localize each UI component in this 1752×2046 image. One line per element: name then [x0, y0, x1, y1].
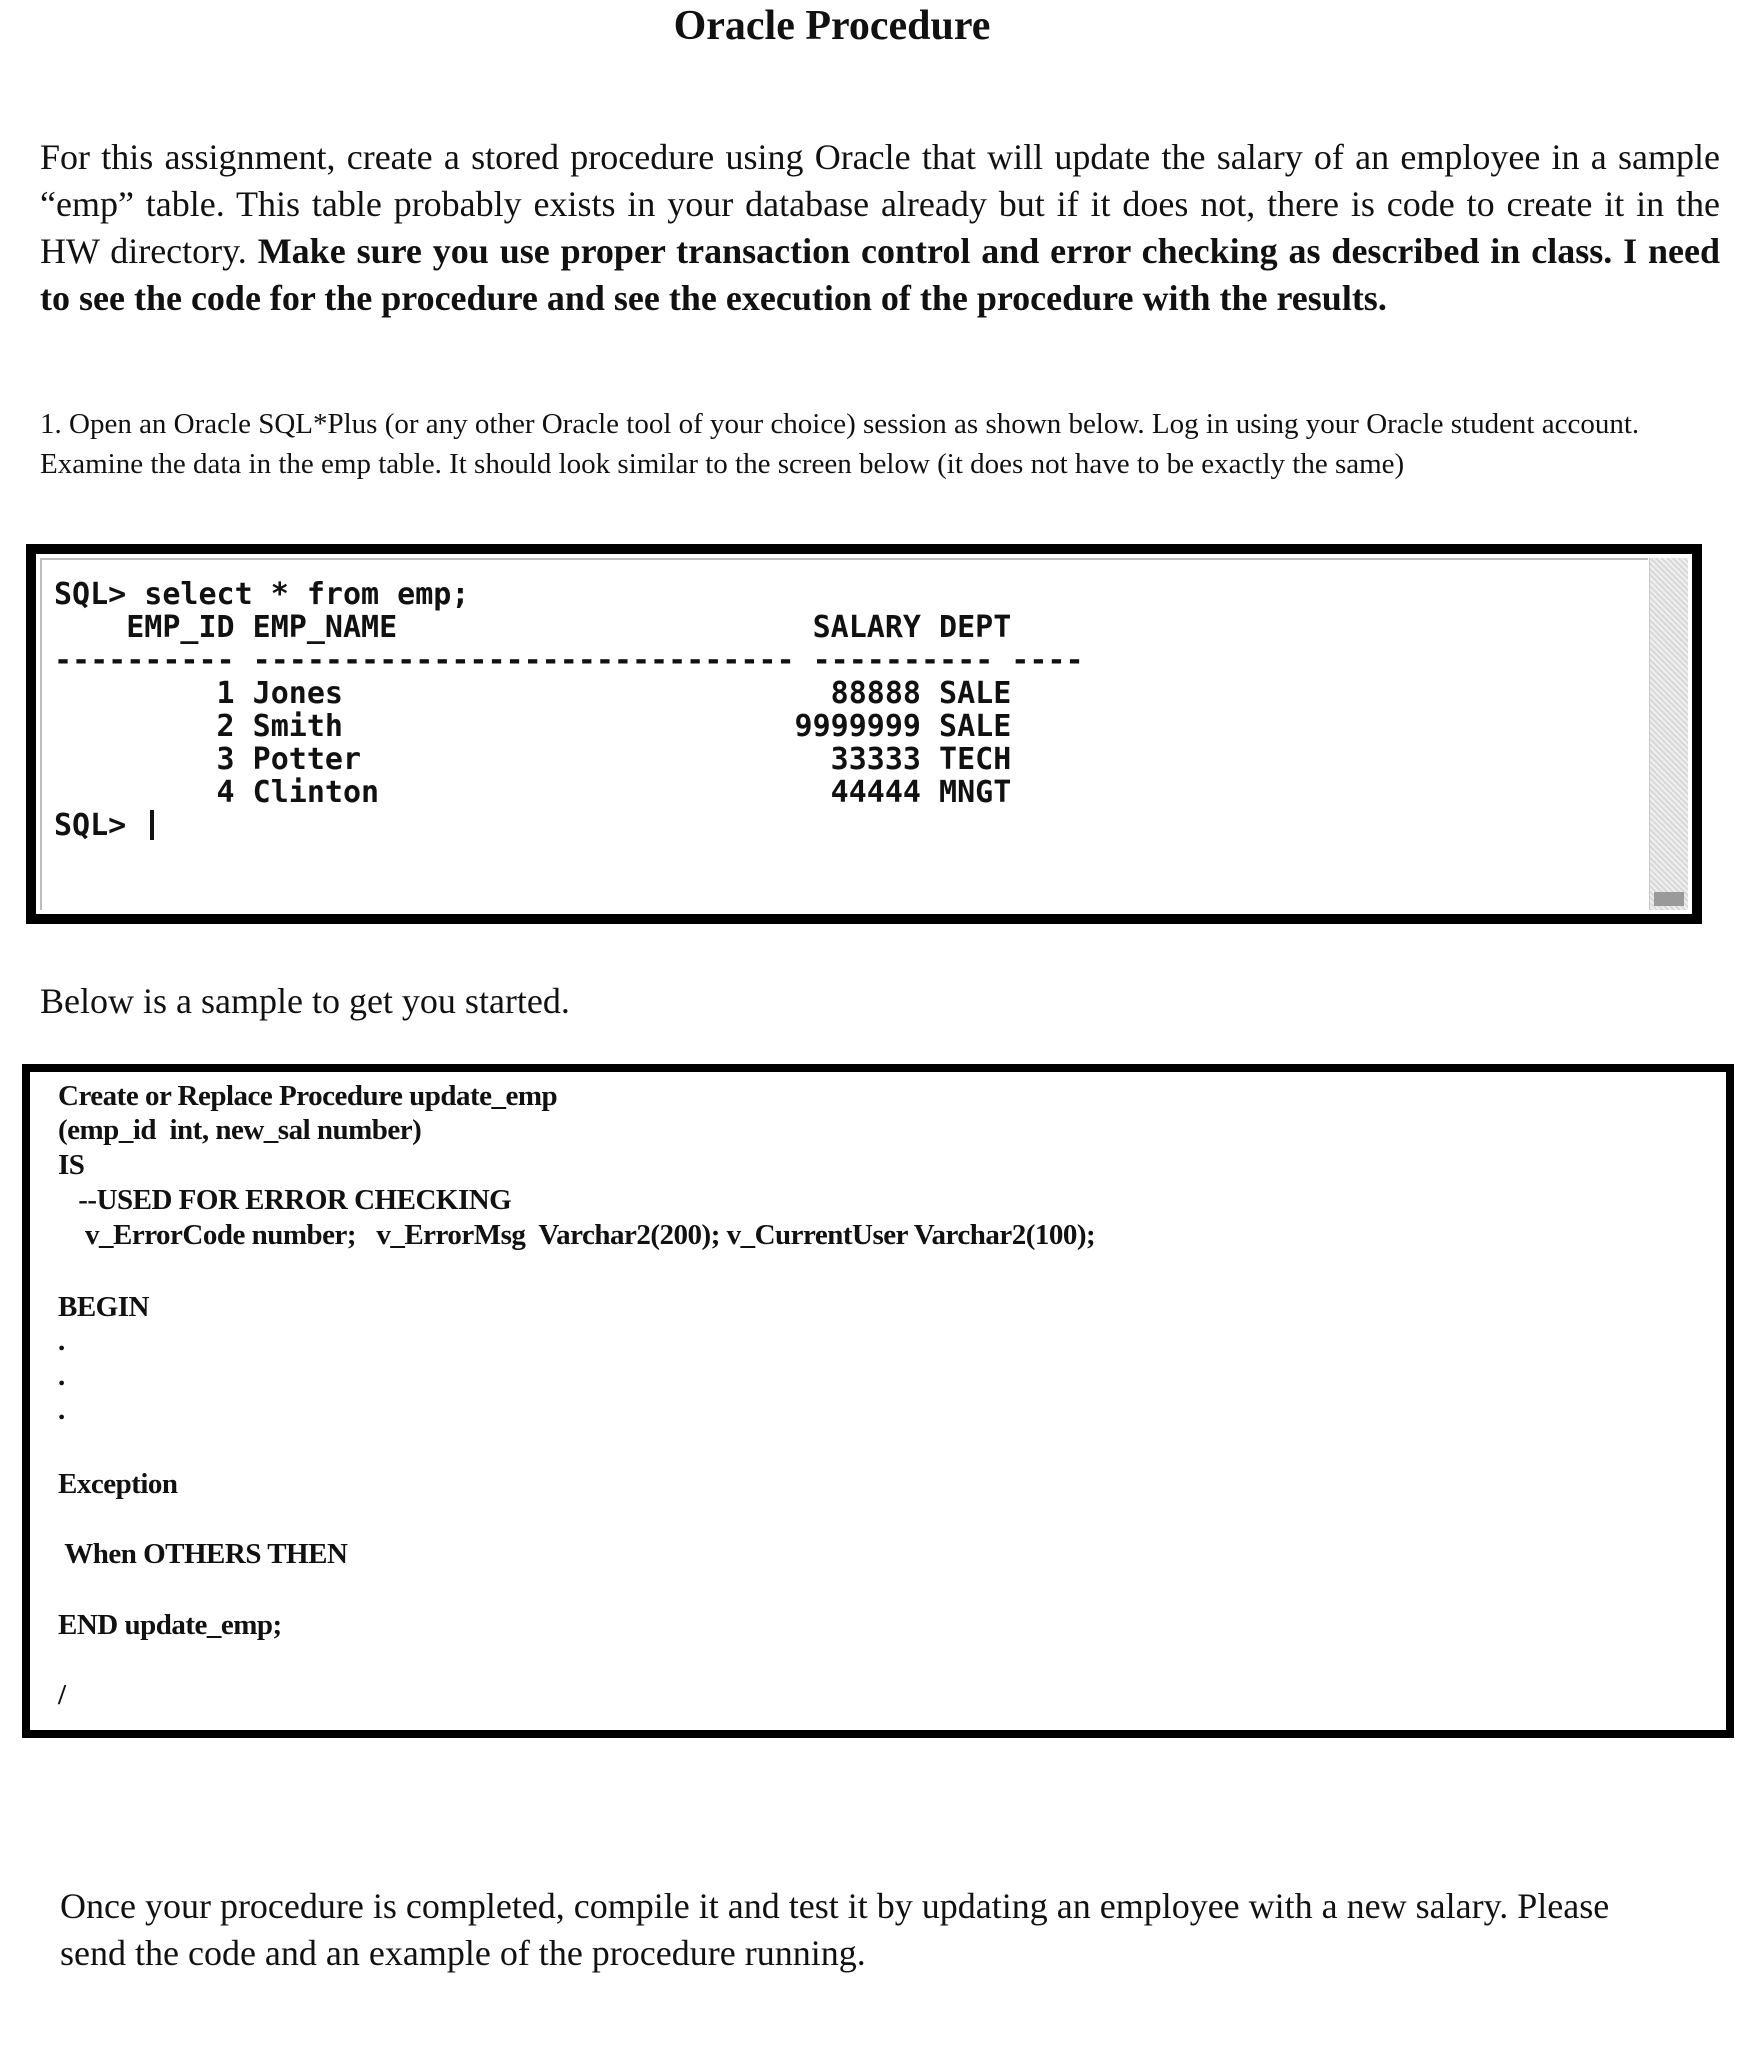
code-line: Create or Replace Procedure update_emp [58, 1080, 558, 1112]
code-line: . [58, 1360, 65, 1392]
code-line: BEGIN [58, 1291, 149, 1323]
code-line: (emp_id int, new_sal number) [58, 1114, 422, 1146]
terminal-output-area [40, 558, 1648, 910]
terminal-line: EMP_ID EMP_NAME SALARY DEPT [54, 610, 1012, 645]
scrollbar-thumb[interactable] [1654, 892, 1684, 906]
intro-emphasis: Make sure you use proper transaction control and error checking as described in class. I need to see the code for the procedure and see the execution of the procedure with the results. [40, 231, 1720, 318]
code-line: --USED FOR ERROR CHECKING [58, 1184, 512, 1216]
code-line: IS [58, 1149, 85, 1181]
code-line: v_ErrorCode number; v_ErrorMsg Varchar2(200); v_CurrentUser Varchar2(100); [58, 1219, 1096, 1251]
text-cursor [150, 810, 154, 840]
terminal-prompt: SQL> [54, 808, 145, 843]
terminal-line: 4 Clinton 44444 MNGT [54, 775, 1012, 810]
code-line: . [58, 1394, 65, 1426]
intro-text: For this assignment, create a stored procedure using Oracle that will update the salary of an employee in a sample “emp” table. This table probably exists in your database already but if it does not, there is code to create it in the HW directory. [40, 137, 1720, 271]
terminal-line: 2 Smith 9999999 SALE [54, 709, 1012, 744]
terminal-output [54, 578, 1084, 842]
terminal-line: 3 Potter 33333 TECH [54, 742, 1012, 777]
terminal-line: ---------- ------------------------------ ---------- ---- [54, 643, 1084, 678]
terminal-line: SQL> select * from emp; [54, 577, 470, 612]
code-line: / [58, 1679, 66, 1711]
sample-code-box [22, 1064, 1734, 1738]
code-line: END update_emp; [58, 1609, 282, 1641]
code-line: Exception [58, 1468, 178, 1500]
code-line: When OTHERS THEN [58, 1538, 348, 1570]
sample-intro: Below is a sample to get you started. [40, 981, 570, 1021]
sqlplus-screenshot [26, 544, 1702, 924]
closing-instructions: Once your procedure is completed, compile it and test it by updating an employee with a new salary. Please send the code and an example of the procedure running. [60, 1886, 1610, 1973]
step-1-instructions: 1. Open an Oracle SQL*Plus (or any other Oracle tool of your choice) session as shown below. Log in using your Oracle student account. Examine the data in the emp table. It should look similar to the screen below (it does not have to be exactly the same) [40, 408, 1640, 480]
assignment-intro [40, 134, 1720, 322]
code-line: . [58, 1325, 65, 1357]
terminal-prompt-line [54, 809, 1084, 842]
document-title: Oracle Procedure [673, 3, 991, 49]
terminal-line: 1 Jones 88888 SALE [54, 676, 1012, 711]
vertical-scrollbar[interactable] [1649, 558, 1688, 910]
